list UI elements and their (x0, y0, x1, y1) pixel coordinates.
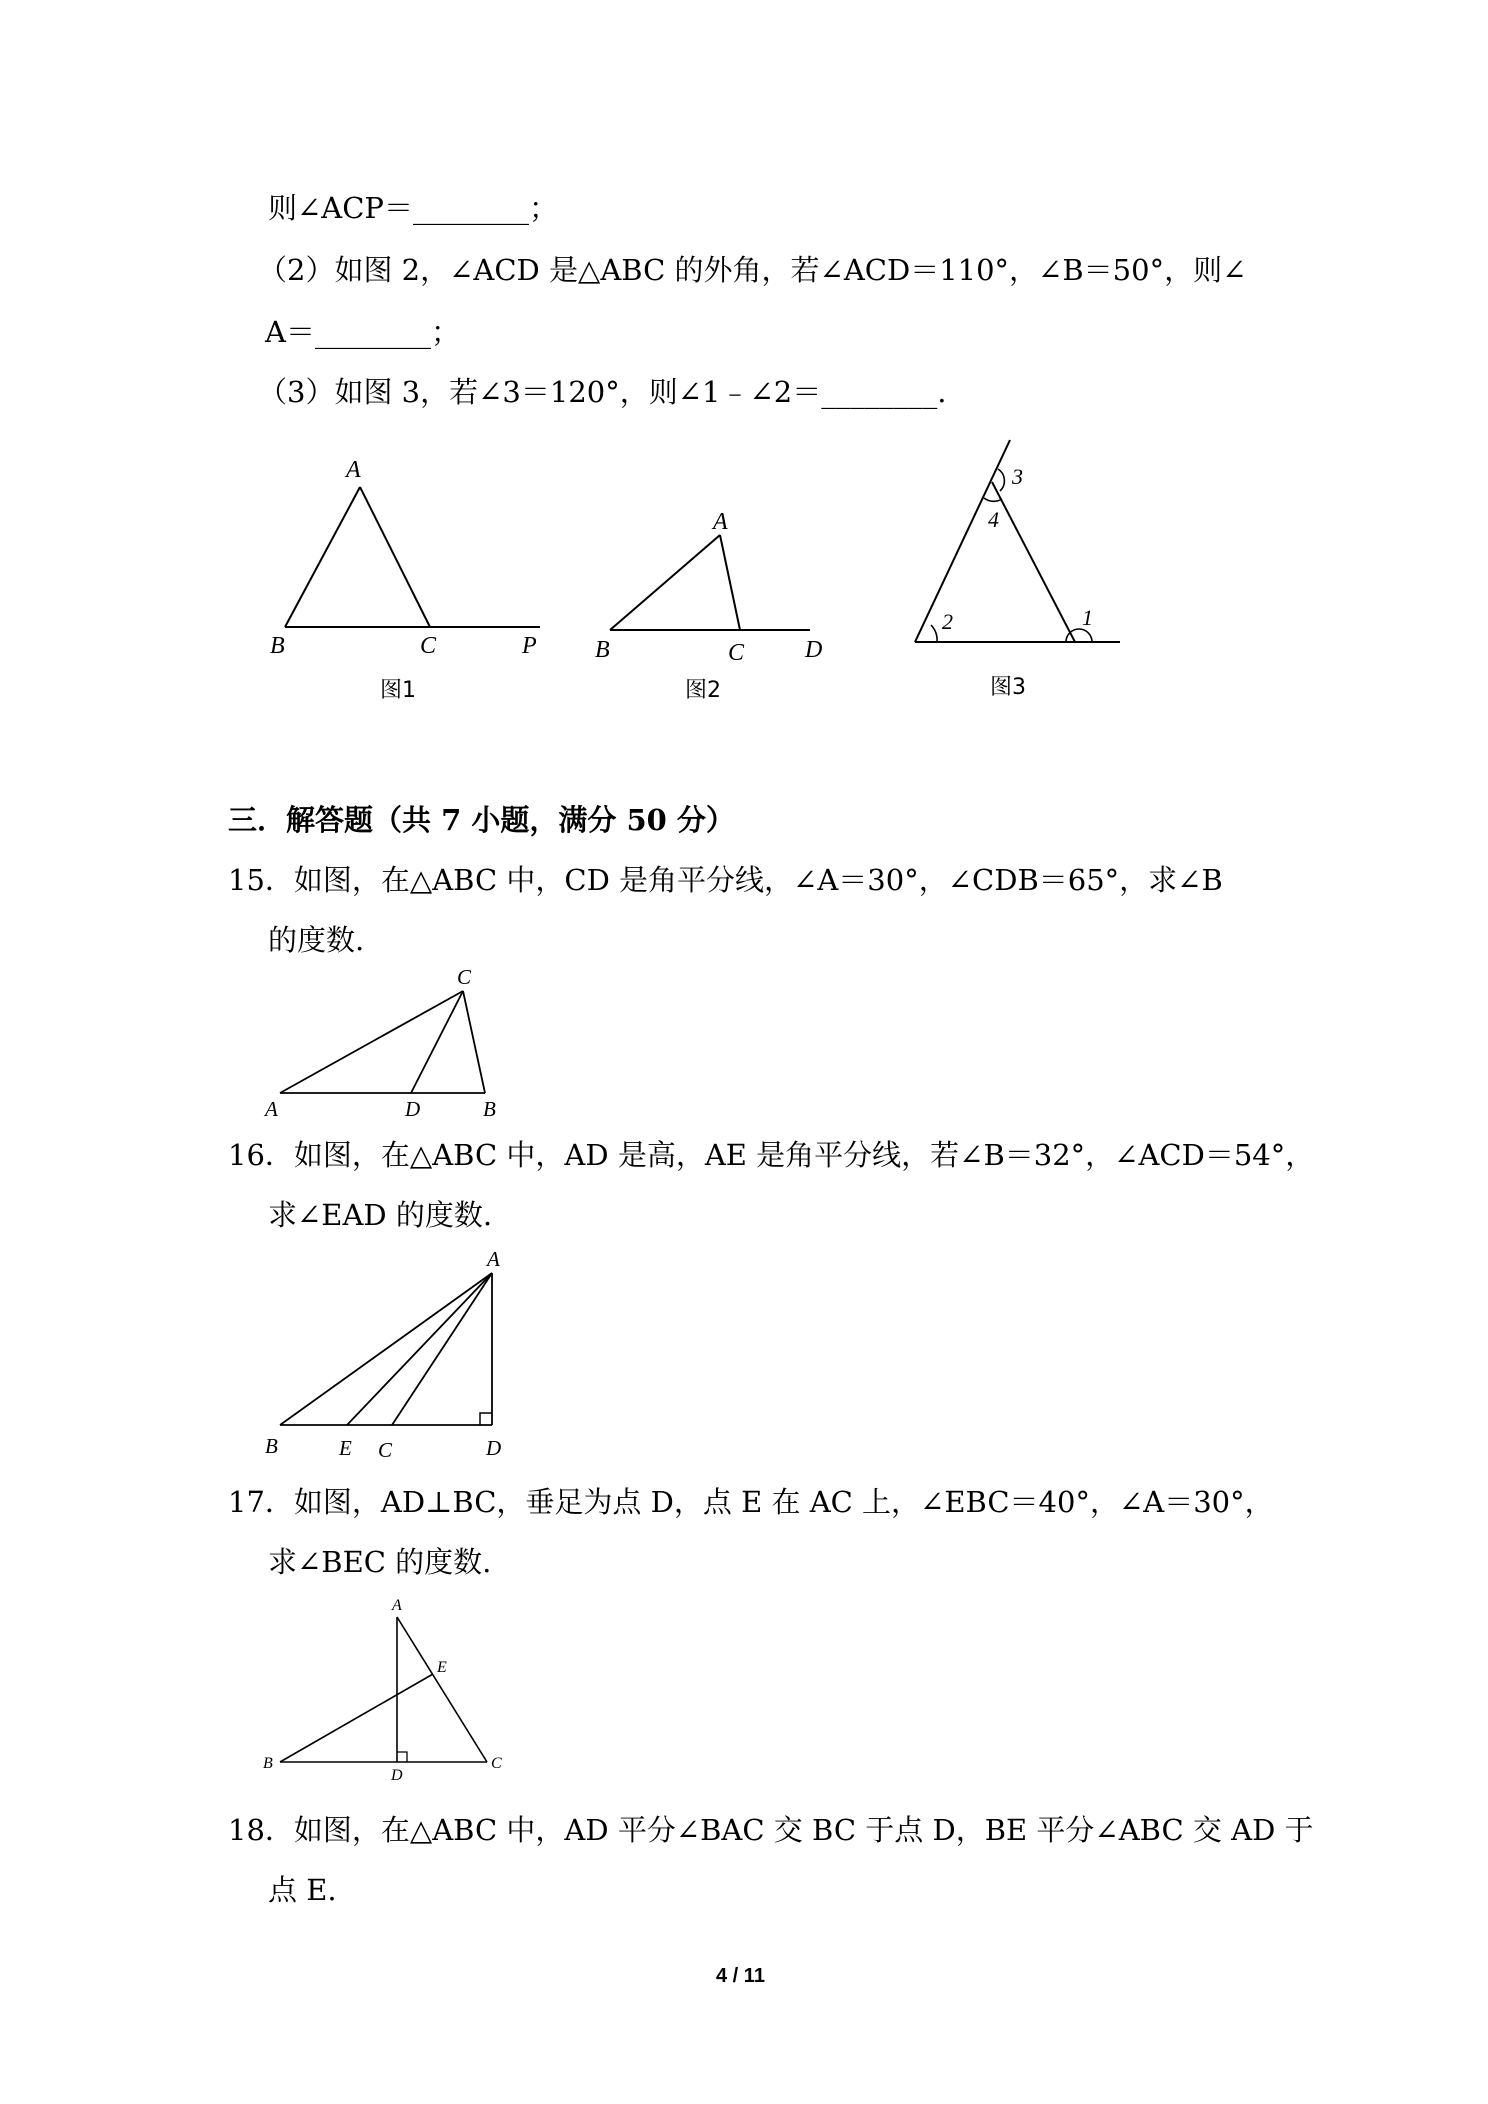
q18-line-2: 点 E. (268, 1873, 337, 1907)
fig3-label-3: 3 (1012, 464, 1023, 489)
q15-label-a: A (265, 1097, 278, 1121)
figure-1 (260, 455, 550, 703)
q17-label-a: A (392, 1597, 402, 1614)
page-number: 4 / 11 (716, 1965, 765, 1987)
q16-label-e: E (339, 1436, 352, 1460)
q16-line-1: 16．如图，在△ABC 中，AD 是高，AE 是角平分线，若∠B＝32°，∠ACD＝54°， (228, 1138, 1315, 1172)
q16-label-c: C (378, 1438, 393, 1462)
q15-line-2: 的度数. (268, 923, 365, 957)
section-heading: 三．解答题（共 7 小题，满分 50 分） (228, 803, 735, 837)
fig3-label-4: 4 (988, 507, 999, 532)
fig3-label-1: 1 (1082, 605, 1093, 630)
q17-line-1: 17．如图，AD⊥BC，垂足为点 D，点 E 在 AC 上，∠EBC＝40°，∠A＝30°， (228, 1485, 1274, 1519)
fig3-label-2: 2 (942, 609, 953, 634)
q18-line-1: 18．如图，在△ABC 中，AD 平分∠BAC 交 BC 于点 D，BE 平分∠ABC 交 AD 于 (228, 1813, 1314, 1847)
q15-label-d: D (405, 1097, 421, 1121)
q16-label-a: A (487, 1247, 500, 1271)
q17-line-2: 求∠BEC 的度数. (268, 1545, 492, 1579)
q15-line-1: 15．如图，在△ABC 中，CD 是角平分线，∠A＝30°，∠CDB＝65°，求∠B (228, 863, 1223, 897)
fig1-label-p: P (522, 633, 537, 659)
q17-label-c: C (491, 1755, 502, 1772)
fig1-label-b: B (270, 633, 285, 659)
fig2-label-c: C (728, 640, 745, 666)
q14-line-4: （3）如图 3，若∠3＝120°，则∠1﹣∠2＝________. (258, 375, 947, 409)
q14-line-1: 则∠ACP＝________； (268, 191, 558, 225)
q16-line-2: 求∠EAD 的度数. (268, 1198, 493, 1232)
q17-label-b: B (263, 1755, 273, 1772)
fig2-label-a: A (713, 509, 728, 535)
q15-label-b: B (483, 1097, 496, 1121)
fig3-caption: 图3 (990, 675, 1026, 700)
figure-3 (890, 435, 1140, 705)
q15-figure (255, 965, 515, 1121)
q14-line-2: （2）如图 2，∠ACD 是△ABC 的外角，若∠ACD＝110°，∠B＝50°，则∠ (258, 253, 1247, 287)
q15-label-c: C (457, 965, 472, 989)
fig1-label-a: A (346, 457, 361, 483)
fig1-caption: 图1 (380, 678, 416, 703)
fig2-caption: 图2 (685, 678, 721, 703)
fig2-label-d: D (805, 637, 823, 663)
q14-line-3: A＝________； (265, 315, 460, 349)
fig2-label-b: B (595, 637, 610, 663)
q17-label-e: E (437, 1659, 447, 1676)
q16-label-d: D (486, 1436, 502, 1460)
q17-figure (255, 1592, 505, 1782)
q16-label-b: B (265, 1434, 278, 1458)
q17-label-d: D (391, 1767, 403, 1784)
q16-figure (255, 1247, 525, 1465)
fig1-label-c: C (420, 633, 437, 659)
figure-2 (585, 505, 835, 705)
